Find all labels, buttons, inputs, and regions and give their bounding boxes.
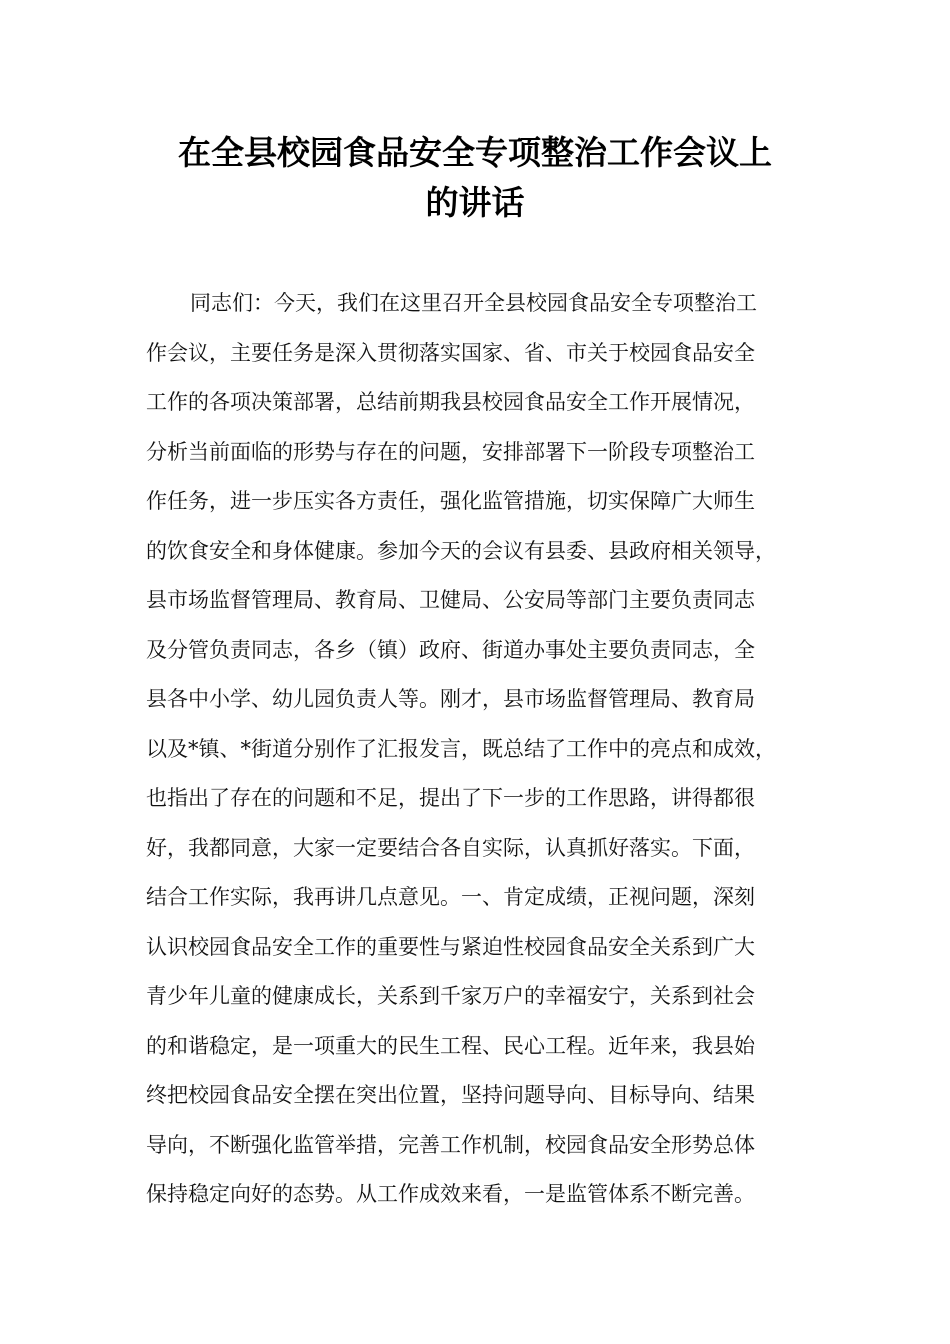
body-line: 工作的各项决策部署，总结前期我县校园食品安全工作开展情况， [146,390,755,414]
body-line: 以及*镇、*街道分别作了汇报发言，既总结了工作中的亮点和成效， [146,736,776,761]
title-line: 的讲话 [425,183,525,222]
body-line: 的饮食安全和身体健康。参加今天的会议有县委、县政府相关领导， [146,538,776,563]
body-line: 青少年儿童的健康成长，关系到千家万户的幸福安宁，关系到社会 [146,984,755,1008]
body-line: 终把校园食品安全摆在突出位置，坚持问题导向、目标导向、结果 [146,1083,755,1107]
body-line: 及分管负责同志，各乡（镇）政府、街道办事处主要负责同志，全 [146,637,755,662]
body-line: 作会议，主要任务是深入贯彻落实国家、省、市关于校园食品安全 [146,340,755,365]
body-line: 作任务，进一步压实各方责任，强化监管措施，切实保障广大师生 [146,489,755,513]
body-line: 保持稳定向好的态势。从工作成效来看，一是监管体系不断完善。 [146,1182,755,1206]
document-body [146,279,826,1220]
body-line: 导向，不断强化监管举措，完善工作机制，校园食品安全形势总体 [146,1132,755,1157]
title-line: 在全县校园食品安全专项整治工作会议上 [178,133,772,172]
body-line: 的和谐稳定，是一项重大的民生工程、民心工程。近年来，我县始 [146,1033,755,1058]
body-line: 同志们：今天，我们在这里召开全县校园食品安全专项整治工 [190,291,757,315]
body-line: 县市场监督管理局、教育局、卫健局、公安局等部门主要负责同志 [146,588,755,612]
body-line: 也指出了存在的问题和不足，提出了下一步的工作思路，讲得都很 [146,786,755,810]
body-line: 县各中小学、幼儿园负责人等。刚才，县市场监督管理局、教育局 [146,687,755,711]
body-line: 认识校园食品安全工作的重要性与紧迫性校园食品安全关系到广大 [146,934,755,959]
document-title [0,128,950,228]
body-line: 分析当前面临的形势与存在的问题，安排部署下一阶段专项整治工 [146,439,755,464]
body-line: 结合工作实际，我再讲几点意见。一、肯定成绩，正视问题，深刻 [146,885,755,909]
body-line: 好，我都同意，大家一定要结合各自实际，认真抓好落实。下面， [146,835,755,860]
